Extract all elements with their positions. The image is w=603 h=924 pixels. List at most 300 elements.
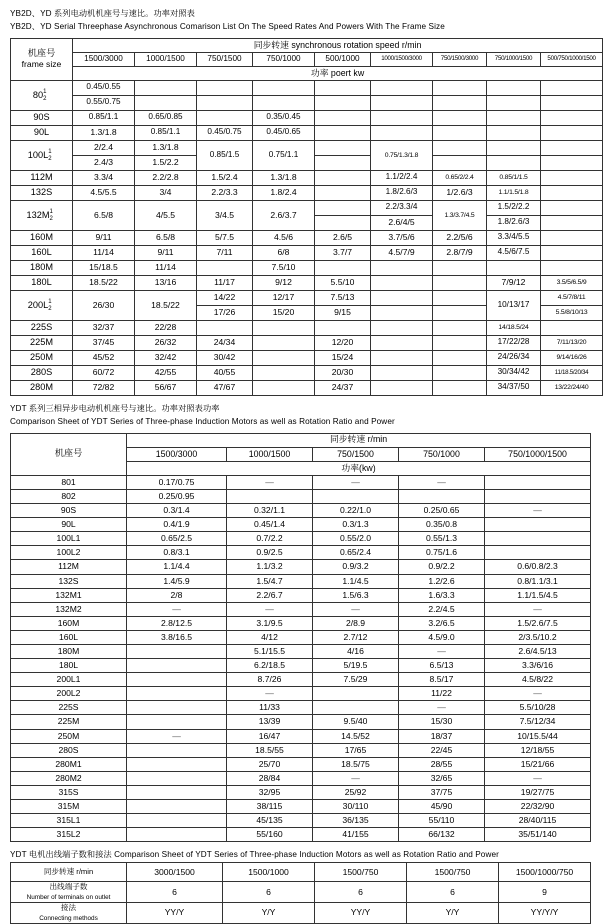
table3-terminals-1: 6 — [223, 882, 315, 903]
table1-cell-13-4: 12/20 — [315, 335, 371, 350]
table1-speed-col-5: 1000/1500/3000 — [371, 52, 433, 66]
table1-cell-8-3: 6/8 — [253, 245, 315, 260]
table2-cell-7-1: 1.5/4.7 — [227, 574, 313, 588]
table2-cell-23-0 — [127, 800, 227, 814]
table2-cell-10-1: 3.1/9.5 — [227, 616, 313, 630]
table3-methods-4: YY/Y/Y — [499, 902, 591, 923]
table2-cell-22-1: 32/95 — [227, 785, 313, 799]
table1-cell-1-0: 0.85/1.1 — [73, 110, 135, 125]
table1-cell-1-3: 0.35/0.45 — [253, 110, 315, 125]
table2-cell-11-1: 4/12 — [227, 630, 313, 644]
table1-cell-2-2: 0.45/0.75 — [197, 125, 253, 140]
table1-speed-col-2: 750/1500 — [197, 52, 253, 66]
table-row — [11, 504, 591, 518]
table1-cell-7-6: 2.2/5/6 — [433, 230, 487, 245]
table1-header-row-3 — [11, 66, 603, 80]
table1-cell-0-5 — [371, 80, 433, 95]
table2-cell-0-4 — [485, 475, 591, 489]
table-row — [11, 828, 591, 842]
table1-cell-1-2 — [197, 110, 253, 125]
table2-cell-4-3: 0.55/1.3 — [399, 532, 485, 546]
table1-cell-5-4 — [315, 185, 371, 200]
table-row — [11, 560, 591, 574]
table1-frame-9: 180M — [11, 260, 73, 275]
table2-frame-6: 112M — [11, 560, 127, 574]
table2-cell-25-4: 35/51/140 — [485, 828, 591, 842]
table-row — [11, 230, 603, 245]
table1-cell-1-5 — [371, 110, 433, 125]
table2-cell-9-3: 2.2/4.5 — [399, 602, 485, 616]
table1-cell-b-11-8: 5.5/8/10/13 — [541, 305, 603, 320]
table2-cell-1-2 — [313, 489, 399, 503]
table1-speed-col-8: 500/750/1000/1500 — [541, 52, 603, 66]
table2-cell-20-2: 18.5/75 — [313, 757, 399, 771]
table2-frame-22: 315S — [11, 785, 127, 799]
table2-cell-24-2: 36/135 — [313, 814, 399, 828]
table2-cell-3-1: 0.45/1.4 — [227, 518, 313, 532]
table-row — [11, 140, 603, 155]
table1-cell-1-7 — [487, 110, 541, 125]
table1-cell-8-8 — [541, 245, 603, 260]
table1-cell-5-2: 2.2/3.3 — [197, 185, 253, 200]
table1-frame-11: 200L 1 2 — [11, 290, 73, 320]
table1-cell-14-7: 24/26/34 — [487, 350, 541, 365]
table2-cell-6-0: 1.1/4.4 — [127, 560, 227, 574]
table1-caption-en: YB2D、YD Serial Threephase Asynchronous Comarison List On The Speed Rates And Powers With The Frame Size — [10, 21, 445, 31]
table1-cell-b-6-4 — [315, 215, 371, 230]
table2-cell-21-3: 32/65 — [399, 771, 485, 785]
table2-cell-15-0 — [127, 687, 227, 701]
table-row — [11, 616, 591, 630]
table1-cell-4-8 — [541, 170, 603, 185]
table2-cell-21-1: 28/84 — [227, 771, 313, 785]
table3-terminals-4: 9 — [499, 882, 591, 903]
table3-methods-0: YY/Y — [127, 902, 223, 923]
table1-speed-col-7: 750/1000/1500 — [487, 52, 541, 66]
table2-cell-24-3: 55/110 — [399, 814, 485, 828]
table2-frame-19: 280S — [11, 743, 127, 757]
table1-cell-6-5: 2.2/3.3/4 — [371, 200, 433, 215]
table1-cell-14-6 — [433, 350, 487, 365]
table1-cell-13-6 — [433, 335, 487, 350]
table2-frame-25: 315L2 — [11, 828, 127, 842]
table2-cell-1-4 — [485, 489, 591, 503]
table2-group-header: 同步转速 r/min — [127, 433, 591, 447]
table2-cell-10-4: 1.5/2.6/7.5 — [485, 616, 591, 630]
table-row — [11, 863, 591, 882]
table1-cell-11-4: 7.5/13 — [315, 290, 371, 305]
table2-cell-2-2: 0.22/1.0 — [313, 504, 399, 518]
table-row — [11, 687, 591, 701]
table1-cell-8-4: 3.7/7 — [315, 245, 371, 260]
table2-cell-22-4: 19/27/75 — [485, 785, 591, 799]
table1-cell-13-2: 24/34 — [197, 335, 253, 350]
table1-cell-7-7: 3.3/4/5.5 — [487, 230, 541, 245]
table1-cell-b-0-0: 0.55/0.75 — [73, 95, 135, 110]
table2-cell-1-3 — [399, 489, 485, 503]
table-row — [11, 110, 603, 125]
table1-frame-6: 132M 1 2 — [11, 200, 73, 230]
table2-cell-19-4: 12/18/55 — [485, 743, 591, 757]
table1-cell-5-7: 1.1/1.5/1.8 — [487, 185, 541, 200]
table1-cell-0-8 — [541, 80, 603, 95]
table1-cell-0-1 — [135, 80, 197, 95]
table2-cell-19-3: 22/45 — [399, 743, 485, 757]
table1-cell-b-3-4 — [315, 155, 371, 170]
table1-cell-6-3: 2.6/3.7 — [253, 200, 315, 230]
table1-frame-0: 80 1 2 — [11, 80, 73, 110]
table2-cell-5-1: 0.9/2.5 — [227, 546, 313, 560]
table1-cell-3-0: 2/2.4 — [73, 140, 135, 155]
table-row — [11, 673, 591, 687]
table1-cell-6-2: 3/4.5 — [197, 200, 253, 230]
table1-frame-header: 机座号 frame size — [11, 38, 73, 80]
table2-cell-18-2: 14.5/52 — [313, 729, 399, 743]
table1-cell-b-6-7: 1.8/2.6/3 — [487, 215, 541, 230]
table2-cell-12-2: 4/16 — [313, 644, 399, 658]
table1-cell-13-8: 7/11/13/20 — [541, 335, 603, 350]
table1-cell-8-0: 11/14 — [73, 245, 135, 260]
table1-cell-7-8 — [541, 230, 603, 245]
table1-cell-12-2 — [197, 320, 253, 335]
table1-cell-7-4: 2.6/5 — [315, 230, 371, 245]
table1-speed-col-3: 750/1000 — [253, 52, 315, 66]
table2-frame-16: 225S — [11, 701, 127, 715]
table2-frame-18: 250M — [11, 729, 127, 743]
table2-cell-16-2 — [313, 701, 399, 715]
table1-frame-4: 112M — [11, 170, 73, 185]
table1-cell-b-0-5 — [371, 95, 433, 110]
table-row — [11, 771, 591, 785]
table1-cell-1-8 — [541, 110, 603, 125]
table1-cell-b-6-5: 2.6/4/5 — [371, 215, 433, 230]
table-row — [11, 245, 603, 260]
table1-cell-7-0: 9/11 — [73, 230, 135, 245]
table1-frame-10: 180L — [11, 275, 73, 290]
table2-cell-11-4: 2/3.5/10.2 — [485, 630, 591, 644]
table1-cell-11-2: 14/22 — [197, 290, 253, 305]
table2-frame-21: 280M2 — [11, 771, 127, 785]
table2-cell-10-0: 2.8/12.5 — [127, 616, 227, 630]
table2-cell-7-3: 1.2/2.6 — [399, 574, 485, 588]
table2-cell-10-3: 3.2/6.5 — [399, 616, 485, 630]
table2-cell-14-3: 8.5/17 — [399, 673, 485, 687]
table3-methods-2: YY/Y — [315, 902, 407, 923]
table-row — [11, 785, 591, 799]
table1-cell-14-3 — [253, 350, 315, 365]
table2-cell-25-2: 41/155 — [313, 828, 399, 842]
table1-speed-col-0: 1500/3000 — [73, 52, 135, 66]
table2-cell-19-0 — [127, 743, 227, 757]
table1-speed-col-4: 500/1000 — [315, 52, 371, 66]
table2-frame-0: 801 — [11, 475, 127, 489]
table2-cell-16-3: — — [399, 701, 485, 715]
table1-header-row-2 — [11, 52, 603, 66]
table2-speed-col-1: 1000/1500 — [227, 447, 313, 461]
table3-terminals-2: 6 — [315, 882, 407, 903]
table2-cell-22-2: 25/92 — [313, 785, 399, 799]
table1-cell-0-3 — [253, 80, 315, 95]
table2-cell-24-1: 45/135 — [227, 814, 313, 828]
table1-group-header: 同步转速 synchronous rotation speed r/min — [73, 38, 603, 52]
table1-cell-13-7: 17/22/28 — [487, 335, 541, 350]
table-row — [11, 95, 603, 110]
table1-cell-12-4 — [315, 320, 371, 335]
table1-cell-6-0: 6.5/8 — [73, 200, 135, 230]
table1-cell-16-6 — [433, 380, 487, 395]
table1-cell-10-1: 13/16 — [135, 275, 197, 290]
table-row — [11, 882, 591, 903]
table1-cell-5-3: 1.8/2.4 — [253, 185, 315, 200]
table-row — [11, 290, 603, 305]
table2-cell-20-3: 28/55 — [399, 757, 485, 771]
table2-cell-15-2 — [313, 687, 399, 701]
table3-rowlabel-en-1: Number of terminals on outlet — [26, 894, 111, 902]
table2-cell-7-2: 1.1/4.5 — [313, 574, 399, 588]
table2-cell-20-1: 25/70 — [227, 757, 313, 771]
table2-cell-13-2: 5/19.5 — [313, 659, 399, 673]
table1-cell-1-6 — [433, 110, 487, 125]
table3-speed-1: 1500/1000 — [223, 863, 315, 882]
table3-rowlabel-methods — [11, 902, 127, 923]
table1-cell-8-2: 7/11 — [197, 245, 253, 260]
table-row — [11, 335, 603, 350]
table-row — [11, 659, 591, 673]
table1-power-header: 功率 poert kw — [73, 66, 603, 80]
table2-frame-8: 132M1 — [11, 588, 127, 602]
table1-cell-2-3: 0.45/0.65 — [253, 125, 315, 140]
table1-cell-9-3: 7.5/10 — [253, 260, 315, 275]
table2-cell-19-1: 18.5/55 — [227, 743, 313, 757]
table2-cell-5-4 — [485, 546, 591, 560]
table-row — [11, 588, 591, 602]
table1-cell-10-0: 18.5/22 — [73, 275, 135, 290]
table2-cell-17-3: 15/30 — [399, 715, 485, 729]
table-row — [11, 743, 591, 757]
table3-terminals-3: 6 — [407, 882, 499, 903]
table2-cell-16-4: 5.5/10/28 — [485, 701, 591, 715]
table1-cell-9-6 — [433, 260, 487, 275]
table2-cell-14-0 — [127, 673, 227, 687]
table1-cell-0-0: 0.45/0.55 — [73, 80, 135, 95]
table2-cell-23-1: 38/115 — [227, 800, 313, 814]
table2-cell-4-0: 0.65/2.5 — [127, 532, 227, 546]
table2-cell-17-0 — [127, 715, 227, 729]
table2-cell-17-4: 7.5/12/34 — [485, 715, 591, 729]
table2-cell-16-1: 11/33 — [227, 701, 313, 715]
table2-cell-13-0 — [127, 659, 227, 673]
table1-cell-9-8 — [541, 260, 603, 275]
table-row — [11, 170, 603, 185]
table2-cell-2-4: — — [485, 504, 591, 518]
table1-cell-1-1: 0.65/0.85 — [135, 110, 197, 125]
table2-cell-0-2: — — [313, 475, 399, 489]
table1-cell-12-1: 22/28 — [135, 320, 197, 335]
table1-cell-0-4 — [315, 80, 371, 95]
table2-cell-3-2: 0.3/1.3 — [313, 518, 399, 532]
table-row — [11, 475, 591, 489]
table2-cell-8-1: 2.2/6.7 — [227, 588, 313, 602]
table2-frame-14: 200L1 — [11, 673, 127, 687]
table1-cell-3-4 — [315, 140, 371, 155]
table-row — [11, 380, 603, 395]
table1-speed-col-1: 1000/1500 — [135, 52, 197, 66]
table1-cell-b-0-3 — [253, 95, 315, 110]
table1-cell-3-7 — [487, 140, 541, 155]
table1-frame-2: 90L — [11, 125, 73, 140]
table1-cell-11-6 — [433, 290, 487, 305]
table2-cell-3-4 — [485, 518, 591, 532]
table1-cell-b-6-8 — [541, 215, 603, 230]
table2-speed-col-2: 750/1500 — [313, 447, 399, 461]
table3-rowlabel-terminals — [11, 882, 127, 903]
table2-cell-0-3: — — [399, 475, 485, 489]
table1-cell-16-3 — [253, 380, 315, 395]
table2-cell-8-3: 1.6/3.3 — [399, 588, 485, 602]
table2-frame-header: 机座号 — [11, 433, 127, 475]
table2-frame-9: 132M2 — [11, 602, 127, 616]
table1-frame-3: 100L 1 2 — [11, 140, 73, 170]
table2-frame-12: 180M — [11, 644, 127, 658]
table2-cell-21-4: — — [485, 771, 591, 785]
table1-cell-5-1: 3/4 — [135, 185, 197, 200]
table2-cell-9-1: — — [227, 602, 313, 616]
table1-cell-9-5 — [371, 260, 433, 275]
table1-cell-8-6: 2.8/7/9 — [433, 245, 487, 260]
table1-cell-16-4: 24/37 — [315, 380, 371, 395]
table1-cell-11-1: 18.5/22 — [135, 290, 197, 320]
table-row — [11, 729, 591, 743]
table2-cell-2-0: 0.3/1.4 — [127, 504, 227, 518]
table-row — [11, 602, 591, 616]
table2-cell-25-3: 66/132 — [399, 828, 485, 842]
table1-frame-16: 280M — [11, 380, 73, 395]
table1-cell-13-0: 37/45 — [73, 335, 135, 350]
table2-cell-15-1: — — [227, 687, 313, 701]
table2-frame-10: 160M — [11, 616, 127, 630]
table1-cell-11-3: 12/17 — [253, 290, 315, 305]
table2-caption-en: Comparison Sheet of YDT Series of Three-phase Induction Motors as well as Rotation Ratio and Power — [10, 416, 395, 426]
table3-rowlabel-speed — [11, 863, 127, 882]
table1-caption-cn: YB2D、YD 系列电动机机座号与速比。功率对照表 — [10, 9, 195, 18]
table1-cell-12-6 — [433, 320, 487, 335]
table1-cell-12-3 — [253, 320, 315, 335]
table1-cell-b-3-8 — [541, 155, 603, 170]
table1-cell-4-5: 1.1/2/2.4 — [371, 170, 433, 185]
table2-caption-cn: YDT 系列三相异步电动机机座号与速比。功率对照表功率 — [10, 403, 220, 413]
table2-cell-7-4: 0.8/1.1/3.1 — [485, 574, 591, 588]
table2-frame-13: 180L — [11, 659, 127, 673]
table1-cell-b-3-6 — [433, 155, 487, 170]
table-row — [11, 644, 591, 658]
table1-cell-8-5: 4.5/7/9 — [371, 245, 433, 260]
table1-cell-10-7: 7/9/12 — [487, 275, 541, 290]
table-row — [11, 546, 591, 560]
table1-cell-5-0: 4.5/5.5 — [73, 185, 135, 200]
table2-cell-12-4: 2.6/4.5/13 — [485, 644, 591, 658]
table1-cell-b-0-6 — [433, 95, 487, 110]
table2-cell-23-2: 30/110 — [313, 800, 399, 814]
table1-cell-4-4 — [315, 170, 371, 185]
table-row — [11, 902, 591, 923]
table2-cell-13-3: 6.5/13 — [399, 659, 485, 673]
table2-cell-21-0 — [127, 771, 227, 785]
table2-cell-12-3: — — [399, 644, 485, 658]
table1-frame-1: 90S — [11, 110, 73, 125]
table-row — [11, 800, 591, 814]
table2-cell-17-2: 9.5/40 — [313, 715, 399, 729]
table1-cell-10-6 — [433, 275, 487, 290]
table-row — [11, 701, 591, 715]
table1-cell-8-1: 9/11 — [135, 245, 197, 260]
table2-cell-1-1 — [227, 489, 313, 503]
table2-cell-19-2: 17/65 — [313, 743, 399, 757]
table2-frame-24: 315L1 — [11, 814, 127, 828]
table3-methods-1: Y/Y — [223, 902, 315, 923]
table3-speed-4: 1500/1000/750 — [499, 863, 591, 882]
table2-cell-4-1: 0.7/2.2 — [227, 532, 313, 546]
table1-cell-15-3 — [253, 365, 315, 380]
table1-cell-b-11-5 — [371, 305, 433, 320]
table1-cell-b-11-6 — [433, 305, 487, 320]
table2-cell-14-2: 7.5/29 — [313, 673, 399, 687]
table1-cell-0-7 — [487, 80, 541, 95]
table2-cell-21-2: — — [313, 771, 399, 785]
table1-frame-14: 250M — [11, 350, 73, 365]
table1-cell-2-6 — [433, 125, 487, 140]
table1-cell-11-7: 10/13/17 — [487, 290, 541, 320]
table1-cell-b-3-0: 2.4/3 — [73, 155, 135, 170]
table2-cell-8-4: 1.1/1.5/4.5 — [485, 588, 591, 602]
table2-cell-5-0: 0.8/3.1 — [127, 546, 227, 560]
table1-cell-0-6 — [433, 80, 487, 95]
table-row — [11, 260, 603, 275]
table2-frame-5: 100L2 — [11, 546, 127, 560]
table3-rowlabel-cn-0: 同步转速 r/min — [43, 867, 94, 877]
table1-cell-4-2: 1.5/2.4 — [197, 170, 253, 185]
table1-cell-1-4 — [315, 110, 371, 125]
table2-cell-13-1: 6.2/18.5 — [227, 659, 313, 673]
table2-cell-12-1: 5.1/15.5 — [227, 644, 313, 658]
table2-frame-3: 90L — [11, 518, 127, 532]
table1-cell-15-4: 20/30 — [315, 365, 371, 380]
table2-cell-9-0: — — [127, 602, 227, 616]
table1-cell-15-1: 42/55 — [135, 365, 197, 380]
table2-frame-23: 315M — [11, 800, 127, 814]
table3-terminals-0: 6 — [127, 882, 223, 903]
table1-cell-3-8 — [541, 140, 603, 155]
table1-cell-3-2: 0.85/1.5 — [197, 140, 253, 170]
table-row — [11, 757, 591, 771]
table2-cell-5-3: 0.75/1.6 — [399, 546, 485, 560]
table1-cell-9-2 — [197, 260, 253, 275]
table-row — [11, 80, 603, 95]
table2-cell-23-4: 22/32/90 — [485, 800, 591, 814]
table2-cell-6-3: 0.9/2.2 — [399, 560, 485, 574]
table2-cell-13-4: 3.3/6/16 — [485, 659, 591, 673]
table1-header-row-1 — [11, 38, 603, 52]
table1-frame-7: 160M — [11, 230, 73, 245]
table2-cell-8-2: 1.5/6.3 — [313, 588, 399, 602]
table1-cell-6-6: 1.3/3.7/4.5 — [433, 200, 487, 230]
table1-cell-16-8: 13/22/24/40 — [541, 380, 603, 395]
table1-cell-b-0-1 — [135, 95, 197, 110]
table2-cell-9-2: — — [313, 602, 399, 616]
table1-cell-10-3: 9/12 — [253, 275, 315, 290]
table1-cell-14-8: 9/14/16/26 — [541, 350, 603, 365]
table2-speed-col-3: 750/1000 — [399, 447, 485, 461]
table2-cell-8-0: 2/8 — [127, 588, 227, 602]
